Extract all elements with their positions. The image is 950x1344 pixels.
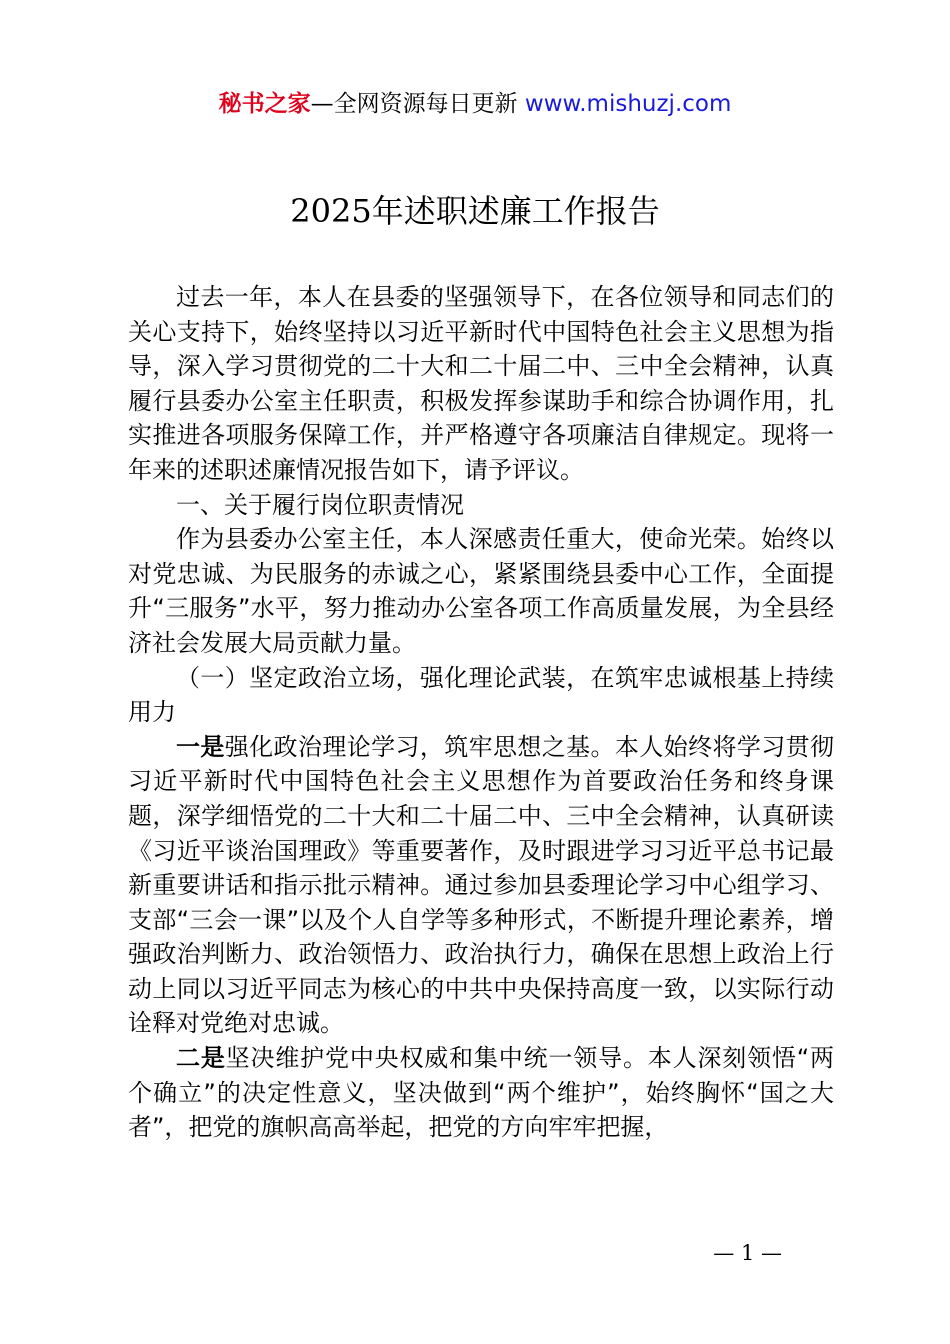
document-body — [128, 280, 834, 1145]
point-one-paragraph — [128, 730, 834, 1041]
point-one-lead: 一是 — [176, 732, 225, 761]
site-url-link[interactable]: www.mishuzj.com — [524, 91, 732, 117]
subsection-heading: （一）坚定政治立场，强化理论武装，在筑牢忠诚根基上持续用力 — [128, 663, 834, 727]
section-heading: 一、关于履行岗位职责情况 — [176, 490, 464, 519]
intro-paragraph: 过去一年，本人在县委的坚强领导下，在各位领导和同志们的关心支持下，始终坚持以习近平新时代中国特色社会主义思想为指导，深入学习贯彻党的二十大和二十届二中、三中全会精神，认真履行县委办公室主任职责，积极发挥参谋助手和综合协调作用，扎实推进各项服务保障工作，并严格遵守各项廉洁自律规定。现将一年来的述职述廉情况报告如下，请予评议。 — [128, 283, 834, 484]
site-brand: 秘书之家 — [218, 91, 311, 117]
point-one-text: 强化政治理论学习，筑牢思想之基。本人始终将学习贯彻习近平新时代中国特色社会主义思想作为首要政治任务和终身课题，深学细悟党的二十大和二十届二中、三中全会精神，认真研读《习近平谈治国理政》等重要著作，及时跟进学习习近平总书记最新重要讲话和指示批示精神。通过参加县委理论学习中心组学习、支部“三会一课”以及个人自学等多种形式，不断提升理论素养，增强政治判断力、政治领悟力、政治执行力，确保在思想上政治上行动上同以习近平同志为核心的中共中央保持高度一致，以实际行动诠释对党绝对忠诚。 — [128, 732, 835, 1038]
document-title: 2025年述职述廉工作报告 — [290, 192, 660, 230]
page-number: — 1 — — [713, 1241, 782, 1265]
point-two-paragraph — [128, 1041, 834, 1145]
point-two-lead: 二是 — [176, 1044, 226, 1073]
section-paragraph: 作为县委办公室主任，本人深感责任重大，使命光荣。始终以对党忠诚、为民服务的赤诚之心，紧紧围绕县委中心工作，全面提升“三服务”水平，努力推动办公室各项工作高质量发展，为全县经济社会发展大局贡献力量。 — [128, 525, 834, 657]
site-tagline: —全网资源每日更新 — [310, 91, 525, 117]
point-two-text: 坚决维护党中央权威和集中统一领导。本人深刻领悟“两个确立”的决定性意义，坚决做到“两个维护”，始终胸怀“国之大者”，把党的旗帜高高举起，把党的方向牢牢把握， — [128, 1044, 835, 1142]
site-banner — [0, 86, 950, 122]
